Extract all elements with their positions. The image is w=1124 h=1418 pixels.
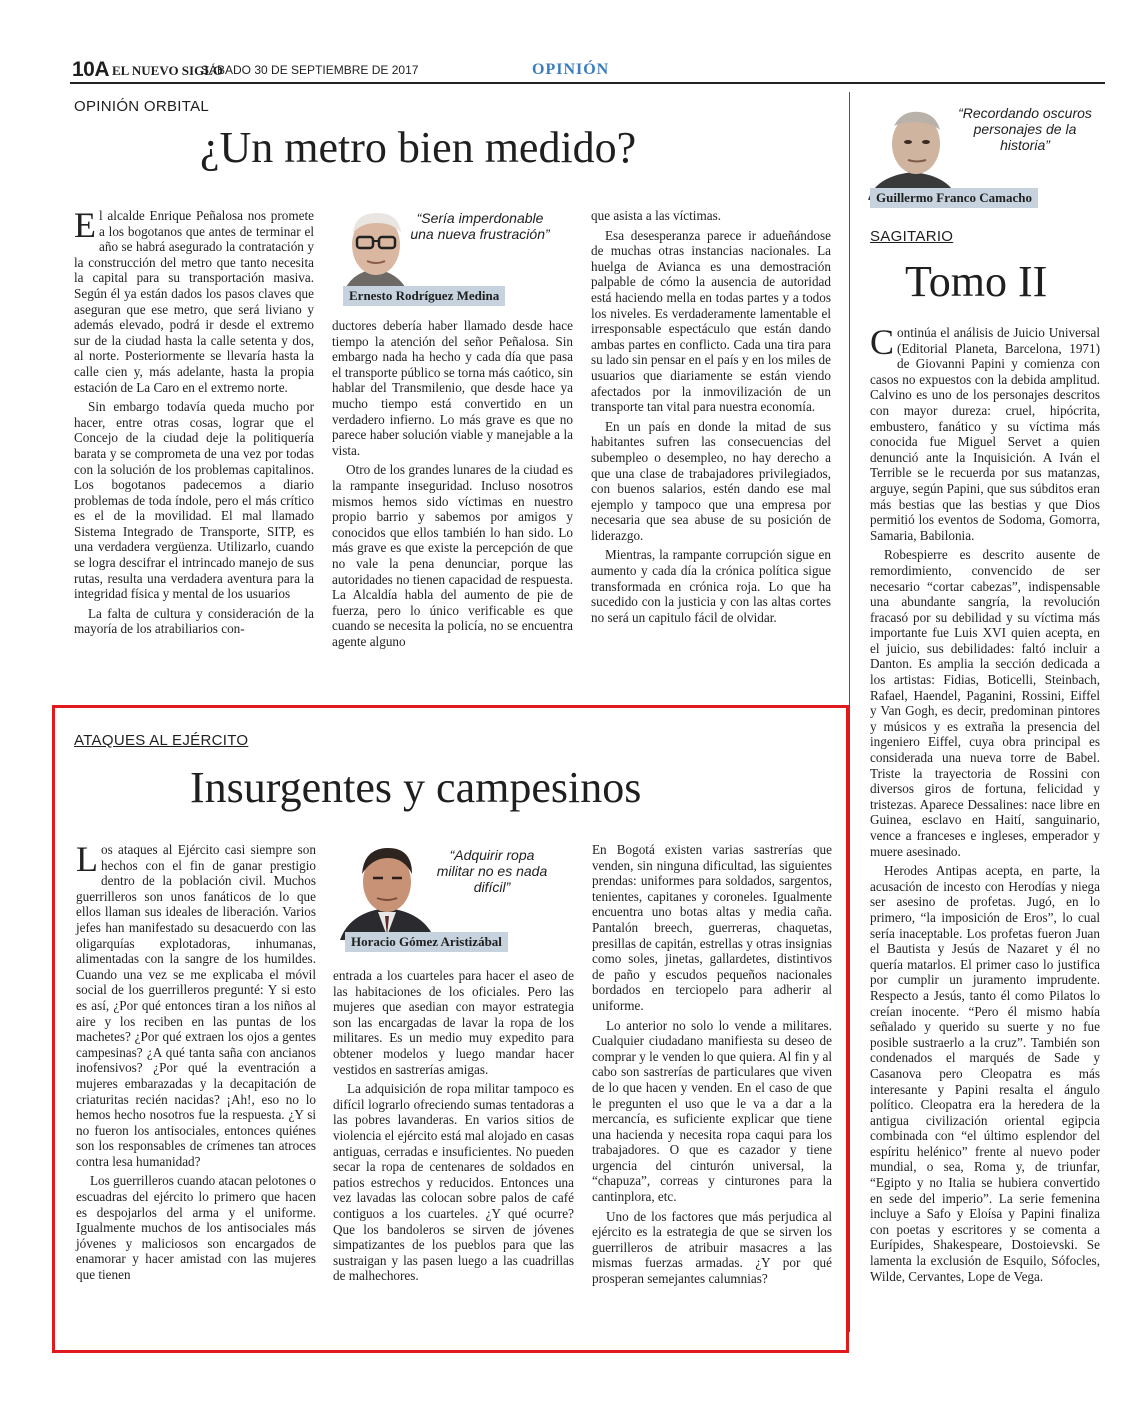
paragraph: os ataques al Ejército casi siempre son hechos con el fin de ganar prestigio dentro de la población civil. Muchos guerrilleros son unos fanáticos de lo que ellos llaman sus ideales de liberación. Varios jefes han manifestado su desacuerdo con las oligarquías explotadoras, inhumanas, alimentadas con la sangre de los humildes. Cuando una vez se me explicaba el móvil social de los guerrilleros pregunté: Y si esto es así, ¿Por qué entonces tiran a los niños al aire y los reciben en las puntas de los machetes? ¿Por qué extraen los ojos a gentes campesinas? ¿A qué tanta saña con ancianos inofensivos? ¿Por qué la eventración a mujeres embarazadas y la decapitación de criaturitas recién nacidas? ¡Ah!, eso no lo hemos hecho nosotros fue la respuesta. ¿Y si no fueron los antisociales, entonces quiénes son los responsables de crímenes tan atroces contra lesa humanidad? [76, 842, 316, 1169]
author-portrait [868, 100, 958, 200]
article2-column-2 [333, 968, 574, 1288]
paragraph: ontinúa el análisis de Juicio Universal (Editorial Planeta, Barcelona, 1971) de Giovanni Papini y comienza con casos no expuestos con la debida amplitud. Calvino es uno de los personajes descritos con mayor dureza: cruel, hipócrita, embustero, fanático y su víctima más conocida fue Miguel Servet a quien denunció ante la Inquisición. A Iván el Terrible se le recuerda por sus matanzas, arguye, según Papini, que sus súbditos eran más bestias que las bestias y que Dios permitió los eventos de Sodoma, Gomorra, Samaria, Babilonia. [870, 325, 1100, 543]
paragraph: entrada a los cuarteles para hacer el aseo de las habitaciones de los oficiales. Pero las mujeres que asedian con mayor estrategia son las encargadas de lavar la ropa de los militares. Es un medio muy expedito para obtener modelos y luego mandar hacer vestidos en sastrerías amigas. [333, 968, 574, 1077]
author-name: Guillermo Franco Camacho [870, 188, 1038, 208]
article1-column-3 [591, 208, 831, 629]
pull-quote: “Adquirir ropa militar no es nada difícil” [436, 847, 548, 895]
article3-column [870, 322, 1100, 1288]
article1-column-1 [74, 205, 314, 641]
issue-date: SÁBADO 30 DE SEPTIEMBRE DE 2017 [201, 63, 419, 77]
article1-headline: ¿Un metro bien medido? [200, 123, 637, 172]
article3-kicker: SAGITARIO [870, 228, 954, 245]
author-name: Horacio Gómez Aristizábal [345, 932, 508, 952]
paragraph: l alcalde Enrique Peñalosa nos promete a los bogotanos que antes de terminar el año se habrá asegurado la contratación y la construcción del metro que tanto necesita la capital para su transportación masiva. Según él ya están dados los pasos claves que aseguran que ese metro, que será liviano y además elevado, podrá ir desde el extremo sur de la ciudad hasta la calle setenta y dos, al norte. Posteriormente se llevaría hasta la calle cien y, más adelante, hasta la propia estación de La Caro en el extremo norte. [74, 208, 314, 395]
paragraph: Los guerrilleros cuando atacan pelotones o escuadras del ejército lo primero que hacen es despojarlos del arma y el uniforme. Igualmente muchos de los antisociales más jóvenes y maliciosos son encargados de enamorar y hacer amistad con las mujeres que tienen [76, 1173, 316, 1283]
paragraph: Mientras, la rampante corrupción sigue en aumento y cada día la crónica política sigue transformada en crónica roja. Lo que ha sucedido con la justicia y con las altas cortes no será un capitulo fácil de olvidar. [591, 547, 831, 625]
article1-kicker: OPINIÓN ORBITAL [74, 98, 210, 115]
page-number: 10A [72, 58, 110, 81]
paragraph: ductores debería haber llamado desde hace tiempo la atención del señor Peñalosa. Sin embargo nada ha hecho y cada día que pasa el transporte público se torna más caótico, sin hablar del Transmilenio, que desde hace ya mucho tiempo está convertido en un verdadero infierno. Lo más grave es que no parece haber solución viable y manejable a la vista. [332, 318, 573, 458]
dropcap: E [74, 205, 96, 245]
article2-kicker: ATAQUES AL EJÉRCITO [74, 732, 249, 749]
header-rule [70, 82, 1105, 84]
article1-column-2 [332, 318, 573, 653]
section-title: OPINIÓN [532, 61, 610, 78]
author-portrait [340, 840, 435, 940]
paragraph: Uno de los factores que más perjudica al ejército es la estrategia de que se sirven los guerrilleros de atribuir masacres a las mismas fuerzas armadas. ¿Y por qué prosperan semejantes calumnias? [592, 1208, 832, 1287]
paragraph: Otro de los grandes lunares de la ciudad es la rampante inseguridad. Incluso nosotros mismos hemos sido víctimas en nuestro propio barrio y sabemos por amigos y conocidos que ellos también lo han sido. Lo más grave es que existe la percepción de que no vale la pena denunciar, porque las autoridades no tienen capacidad de respuesta. La Alcaldía habla del aumento de pie de fuerza, pero lo único verificable es que cuando se necesita la policía, no se encuentra agente alguno [332, 462, 573, 649]
dropcap: C [870, 322, 895, 362]
paragraph: Lo anterior no solo lo vende a militares. Cualquier ciudadano manifiesta su deseo de comprar y le venden lo que quiera. Al fin y al cabo son sastrerías de particulares que viven de lo que hacen y venden. En el caso de que le pregunten el uso que le va a dar a la mercancía, es suficiente explicar que tiene una hacienda y necesita ropa caqui para los trabajadores. O que es cazador y tiene urgencia del cinturón universal, la “chapuza”, correas y cinturones para la cantinplora, etc. [592, 1017, 832, 1205]
paragraph: Esa desesperanza parece ir adueñándose de muchas otras instancias nacionales. La huelga de Avianca es una demostración palpable de cómo la ausencia de autoridad está haciendo mella en todas partes y a todos los niveles. Es verdaderamente lamentable el irresponsable espectáculo que están dando ambas partes en conflicto. Cada una tira para su lado sin pensar en el país y en los miles de usuarios que diariamente se están viendo afectados por la inmovilización de un transporte tan vital para nuestra economía. [591, 227, 831, 415]
paragraph: Herodes Antipas acepta, en parte, la acusación de incesto con Herodías y niega ser asesino de profetas. Jugó, en lo primero, “la imposición de Eros”, lo cual sería inaceptable. Los profetas fueron Juan el Bautista y Jesús de Nazaret y él no quería matarlos. El primer caso lo justifica por cumplir un juramento imprudente. Respecto a Jesús, tanto él como Pilatos lo creían inocente. “Pero él mismo había señalado y querido su suerte y no fue posible sustraerlo a la cruz”. También son condenados el marqués de Sade y Casanova pero Cleopatra es más interesante y Papini resalta el ángulo político. Cleopatra era la heredera de la antigua civilización oriental egipcia combinada con “el último esplendor del espíritu helénico” frente al nuevo poder mundial, o sea, Roma y, de triunfar, “Egipto y no Italia se hubiera convertido en sede del imperio”. La serie femenina incluye a Safo y Eloísa y Papini finaliza con poetas y escritores y se comenta a Eurípides, Shakespeare, Dostoievski. Se lamenta la exclusión de Esquilo, Sófocles, Wilde, Cervantes, Lope de Vega. [870, 863, 1100, 1284]
paragraph: La adquisición de ropa militar tampoco es difícil lograrlo ofreciendo sumas tentadoras a las pobres lavanderas. En varios sitios de violencia el ejército está mal alojado en casas antiguas, cerradas e insuficientes. No pueden secar la ropa de centenares de soldados en patios estrechos y reducidos. Entonces una vez lavadas las colocan sobre palos de café contiguos a los cuarteles. ¿Y qué ocurre? Que los bandoleros se sirven de jóvenes simpatizantes de los pueblos para que las sustraigan y las pasen luego a las cuadrillas de malhechores. [333, 1081, 574, 1284]
column-divider [849, 92, 850, 1332]
pull-quote: “Sería imperdonable una nueva frustración” [410, 210, 550, 242]
paragraph: En Bogotá existen varias sastrerías que venden, sin ninguna dificultad, las siguientes prendas: uniformes para soldados, sargentos, tenientes, capitanes y coroneles. Igualmente encuentra uno botas altas y media caña. Pantalón breech, guerreras, chaquetas, presillas de capitán, estrellas y otras insignias como soles, jinetas, gallardetes, distintivos de paño y escudos pequeños nacionales bordados en terciopelo para adherir al uniforme. [592, 842, 832, 1013]
article2-column-1 [76, 839, 316, 1287]
newspaper-name: EL NUEVO SIGLO [112, 63, 223, 78]
paragraph: Sin embargo todavía queda mucho por hacer, entre otras cosas, lograr que el Concejo de la ciudad deje la politiquería barata y se comprometa de una vez por todas con la solución de los problemas capitalinos. Los bogotanos padecemos a diario problemas de toda índole, pero el más crítico es el de la movilidad. El mal llamado Sistema Integrado de Transporte, SITP, es una verdadera vergüenza. Utilizarlo, cuando se logra descifrar el intrincado manejo de sus rutas, resulta una verdadera aventura para la integridad física y mental de los usuarios [74, 399, 314, 602]
paragraph: La falta de cultura y consideración de la mayoría de los atrabiliarios con- [74, 605, 314, 637]
paragraph: Robespierre es descrito ausente de remordimiento, convencido de ser necesario “cortar cabezas”, indispensable una abundante sangría, la revolución fracasó por su debilidad y su víctima más importante fue Luis XVI quien acepta, en el juicio, sus debilidades: faltó incluir a Danton. Es amplia la sección dedicada a los artistas: Fidias, Boticelli, Steinbach, Rafael, Haendel, Paganini, Rossini, Eiffel y Van Gogh, es decir, predominan pintores y músicos y es extraña la presencia del ingeniero Eiffel, cuya obra principal es considerada una nueva torre de Babel. Triste la trayectoria de Rossini con diversos giros de fortuna, felicidad y tristezas. Aparece Dessalines: nace libre en Guinea, esclavo en Haití, sanguinario, vence a franceses e ingleses, emperador y muere asesinado. [870, 547, 1100, 859]
paragraph: que asista a las víctimas. [591, 208, 722, 223]
article3-headline: Tomo II [905, 257, 1048, 306]
article2-headline: Insurgentes y campesinos [190, 763, 642, 812]
paragraph: En un país en donde la mitad de sus habitantes sufren las consecuencias del subempleo o desempleo, no hay derecho a que una clase de trabajadores privilegiados, con buenos salarios, estén dando ese mal ejemplo y tampoco que una empresa por necesaria que sea abuse de su posición de liderazgo. [591, 418, 831, 543]
pull-quote: “Recordando oscuros personajes de la historia” [958, 105, 1092, 153]
article2-column-3 [592, 842, 832, 1291]
author-name: Ernesto Rodríguez Medina [343, 286, 505, 306]
dropcap: L [76, 839, 98, 879]
